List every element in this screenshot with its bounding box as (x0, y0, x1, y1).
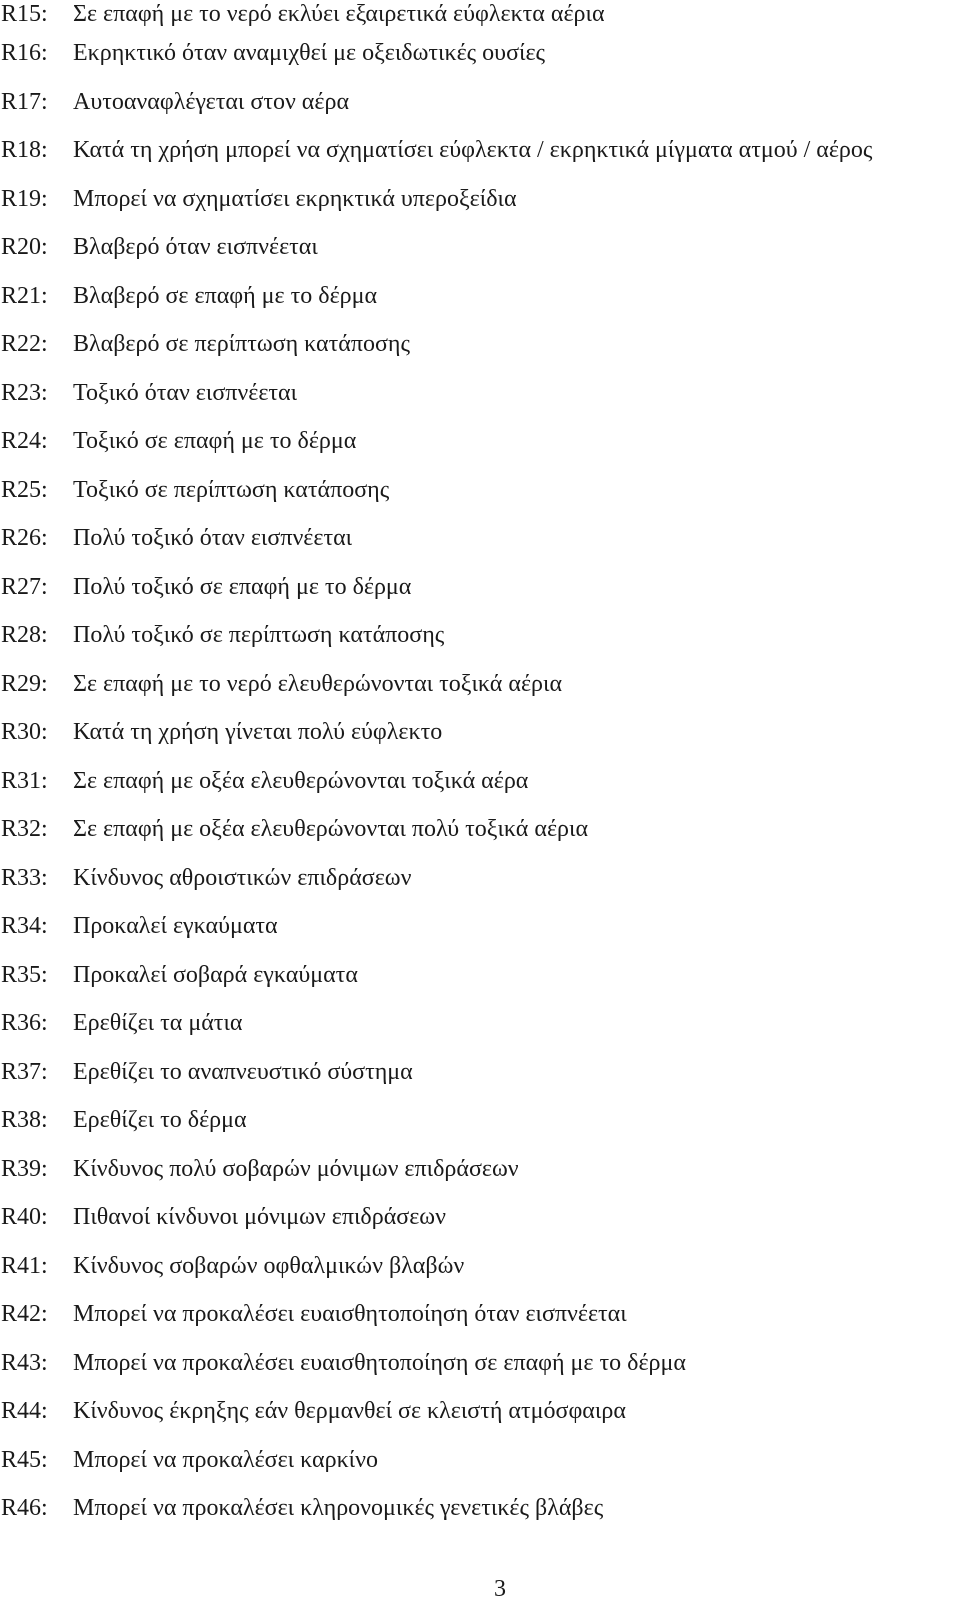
risk-phrase-row (0, 757, 960, 806)
risk-phrase-code: R32: (1, 816, 48, 843)
risk-phrase-text: Πολύ τοξικό σε περίπτωση κατάποσης (73, 622, 445, 649)
risk-phrase-text: Κίνδυνος αθροιστικών επιδράσεων (73, 864, 412, 891)
risk-phrase-row (0, 1339, 960, 1388)
risk-phrase-code: R17: (1, 88, 48, 115)
risk-phrase-row (0, 514, 960, 563)
risk-phrase-row (0, 320, 960, 369)
risk-phrase-text: Εκρηκτικό όταν αναμιχθεί με οξειδωτικές ουσίες (73, 40, 546, 67)
risk-phrase-text: Πολύ τοξικό σε επαφή με το δέρμα (73, 573, 412, 600)
risk-phrase-code: R39: (1, 1155, 48, 1182)
risk-phrase-row (0, 175, 960, 224)
risk-phrase-row (0, 29, 960, 78)
risk-phrase-code: R30: (1, 719, 48, 746)
risk-phrase-row (0, 563, 960, 612)
risk-phrase-code: R27: (1, 573, 48, 600)
risk-phrase-row (0, 1193, 960, 1242)
risk-phrase-code: R16: (1, 40, 48, 67)
risk-phrase-code: R28: (1, 622, 48, 649)
risk-phrase-text: Αυτοαναφλέγεται στον αέρα (73, 88, 350, 115)
risk-phrase-row (0, 78, 960, 127)
risk-phrase-row (0, 1048, 960, 1097)
risk-phrase-text: Μπορεί να προκαλέσει ευαισθητοποίηση σε επαφή με το δέρμα (73, 1349, 686, 1376)
risk-phrase-text: Προκαλεί εγκαύματα (73, 913, 278, 940)
risk-phrase-row (0, 854, 960, 903)
risk-phrase-code: R41: (1, 1252, 48, 1279)
risk-phrase-row (0, 805, 960, 854)
page-number: 3 (494, 1576, 506, 1602)
risk-phrase-text: Τοξικό όταν εισπνέεται (73, 379, 298, 406)
risk-phrase-code: R44: (1, 1398, 48, 1425)
risk-phrase-text: Μπορεί να προκαλέσει ευαισθητοποίηση όταν εισπνέεται (73, 1301, 627, 1328)
risk-phrase-text: Κίνδυνος σοβαρών οφθαλμικών βλαβών (73, 1252, 465, 1279)
risk-phrase-row (0, 1096, 960, 1145)
risk-phrase-text: Πιθανοί κίνδυνοι μόνιμων επιδράσεων (73, 1204, 446, 1231)
risk-phrase-code: R34: (1, 913, 48, 940)
risk-phrase-row (0, 660, 960, 709)
risk-phrase-code: R37: (1, 1058, 48, 1085)
risk-phrase-code: R29: (1, 670, 48, 697)
risk-phrase-row (0, 951, 960, 1000)
risk-phrase-row (0, 369, 960, 418)
risk-phrase-code: R40: (1, 1204, 48, 1231)
risk-phrase-row (0, 126, 960, 175)
risk-phrase-row (0, 272, 960, 321)
risk-phrase-code: R43: (1, 1349, 48, 1376)
risk-phrase-code: R21: (1, 282, 48, 309)
risk-phrase-code: R26: (1, 525, 48, 552)
risk-phrase-row (0, 0, 960, 29)
risk-phrase-text: Κατά τη χρήση γίνεται πολύ εύφλεκτο (73, 719, 443, 746)
risk-phrase-code: R15: (1, 1, 48, 27)
risk-phrase-text: Κατά τη χρήση μπορεί να σχηματίσει εύφλεκτα / εκρηκτικά μίγματα ατμού / αέρος (73, 137, 873, 164)
risk-phrase-text: Κίνδυνος έκρηξης εάν θερμανθεί σε κλειστή ατμόσφαιρα (73, 1398, 626, 1425)
risk-phrase-row (0, 1484, 960, 1533)
risk-phrase-row (0, 902, 960, 951)
risk-phrase-text: Ερεθίζει τα μάτια (73, 1010, 243, 1037)
risk-phrase-text: Σε επαφή με οξέα ελευθερώνονται πολύ τοξικά αέρια (73, 816, 589, 843)
risk-phrase-text: Ερεθίζει το αναπνευστικό σύστημα (73, 1058, 413, 1085)
risk-phrase-code: R36: (1, 1010, 48, 1037)
risk-phrase-code: R20: (1, 234, 48, 261)
risk-phrase-text: Πολύ τοξικό όταν εισπνέεται (73, 525, 353, 552)
risk-phrase-code: R19: (1, 185, 48, 212)
risk-phrase-row (0, 466, 960, 515)
risk-phrase-text: Βλαβερό σε επαφή με το δέρμα (73, 282, 378, 309)
risk-phrase-row (0, 611, 960, 660)
risk-phrase-text: Βλαβερό σε περίπτωση κατάποσης (73, 331, 410, 358)
risk-phrase-code: R42: (1, 1301, 48, 1328)
risk-phrase-code: R35: (1, 961, 48, 988)
risk-phrase-row (0, 417, 960, 466)
risk-phrase-text: Σε επαφή με οξέα ελευθερώνονται τοξικά αέρα (73, 767, 529, 794)
risk-phrase-code: R46: (1, 1495, 48, 1522)
risk-phrase-text: Προκαλεί σοβαρά εγκαύματα (73, 961, 358, 988)
risk-phrase-row (0, 999, 960, 1048)
risk-phrase-code: R38: (1, 1107, 48, 1134)
risk-phrase-text: Ερεθίζει το δέρμα (73, 1107, 247, 1134)
risk-phrase-code: R33: (1, 864, 48, 891)
risk-phrase-text: Τοξικό σε περίπτωση κατάποσης (73, 476, 390, 503)
risk-phrase-text: Μπορεί να προκαλέσει κληρονομικές γενετικές βλάβες (73, 1495, 604, 1522)
risk-phrase-code: R23: (1, 379, 48, 406)
risk-phrase-row (0, 708, 960, 757)
risk-phrase-row (0, 1436, 960, 1485)
risk-phrase-code: R18: (1, 137, 48, 164)
risk-phrase-text: Τοξικό σε επαφή με το δέρμα (73, 428, 357, 455)
risk-phrase-row (0, 1387, 960, 1436)
risk-phrase-code: R31: (1, 767, 48, 794)
risk-phrase-text: Βλαβερό όταν εισπνέεται (73, 234, 318, 261)
risk-phrase-code: R22: (1, 331, 48, 358)
risk-phrase-row (0, 1242, 960, 1291)
risk-phrase-row (0, 1145, 960, 1194)
risk-phrase-row (0, 223, 960, 272)
risk-phrase-row (0, 1290, 960, 1339)
risk-phrase-code: R45: (1, 1446, 48, 1473)
risk-phrase-text: Σε επαφή με το νερό ελευθερώνονται τοξικά αέρια (73, 670, 563, 697)
risk-phrase-text: Μπορεί να προκαλέσει καρκίνο (73, 1446, 378, 1473)
risk-phrase-text: Κίνδυνος πολύ σοβαρών μόνιμων επιδράσεων (73, 1155, 519, 1182)
risk-phrase-text: Μπορεί να σχηματίσει εκρηκτικά υπεροξείδια (73, 185, 517, 212)
risk-phrase-code: R25: (1, 476, 48, 503)
risk-phrase-code: R24: (1, 428, 48, 455)
risk-phrase-text: Σε επαφή με το νερό εκλύει εξαιρετικά εύφλεκτα αέρια (73, 1, 605, 27)
